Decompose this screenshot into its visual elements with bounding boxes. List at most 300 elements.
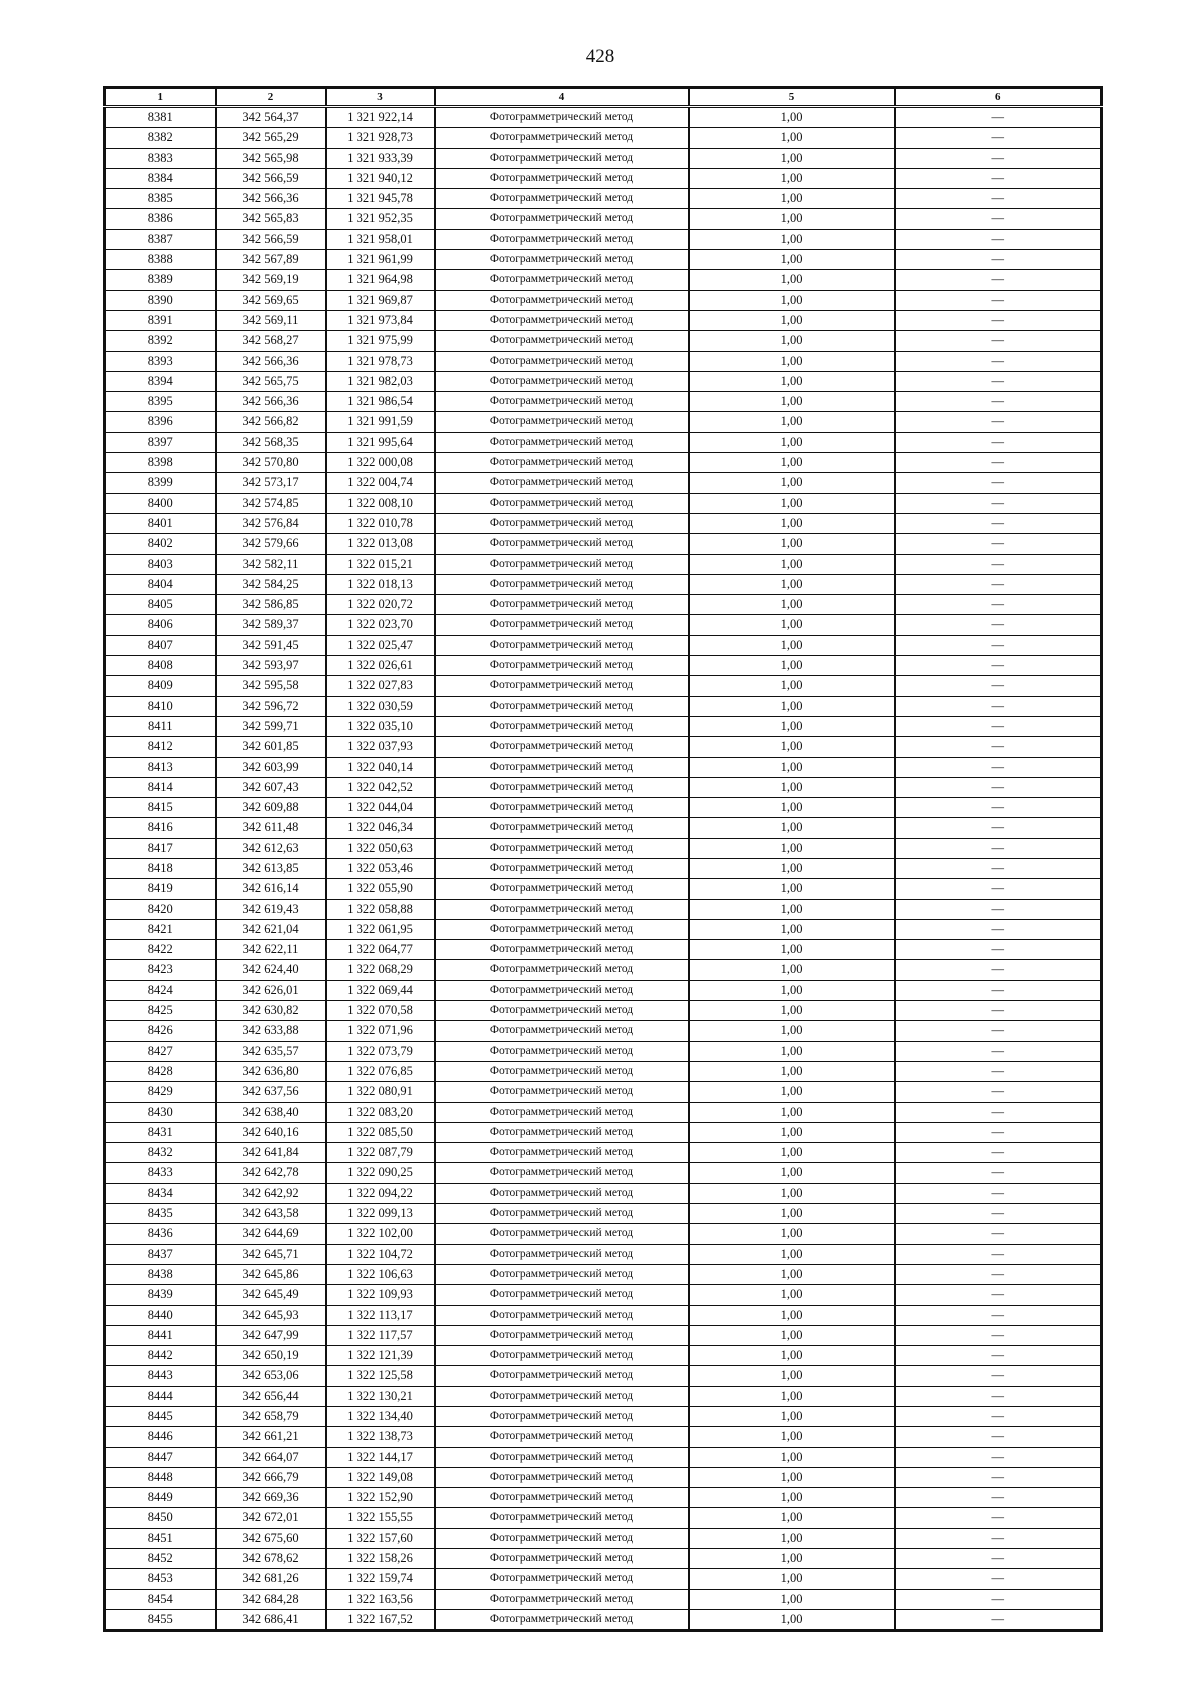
y-coordinate-cell: 1 322 159,74: [326, 1569, 435, 1589]
table-row: [105, 574, 1102, 594]
description-cell: —: [895, 1041, 1102, 1061]
precision-cell: 1,00: [689, 1609, 895, 1630]
x-coordinate-cell: 342 574,85: [216, 493, 326, 513]
y-coordinate-cell: 1 322 102,00: [326, 1224, 435, 1244]
x-coordinate-cell: 342 630,82: [216, 1001, 326, 1021]
description-cell: —: [895, 189, 1102, 209]
method-cell: Фотограмметрический метод: [435, 107, 689, 128]
table-row: [105, 453, 1102, 473]
point-number-cell: 8434: [105, 1183, 216, 1203]
point-number-cell: 8426: [105, 1021, 216, 1041]
table-row: [105, 1143, 1102, 1163]
description-cell: —: [895, 696, 1102, 716]
table-row: [105, 1163, 1102, 1183]
y-coordinate-cell: 1 321 986,54: [326, 392, 435, 412]
table-row: [105, 919, 1102, 939]
method-cell: Фотограмметрический метод: [435, 1467, 689, 1487]
x-coordinate-cell: 342 640,16: [216, 1122, 326, 1142]
description-cell: —: [895, 879, 1102, 899]
x-coordinate-cell: 342 619,43: [216, 899, 326, 919]
precision-cell: 1,00: [689, 798, 895, 818]
table-row: [105, 1041, 1102, 1061]
description-cell: —: [895, 1183, 1102, 1203]
table-row: [105, 250, 1102, 270]
table-row: [105, 615, 1102, 635]
description-cell: —: [895, 1224, 1102, 1244]
table-row: [105, 107, 1102, 128]
method-cell: Фотограмметрический метод: [435, 899, 689, 919]
description-cell: —: [895, 534, 1102, 554]
method-cell: Фотограмметрический метод: [435, 1204, 689, 1224]
precision-cell: 1,00: [689, 1244, 895, 1264]
description-cell: —: [895, 818, 1102, 838]
description-cell: —: [895, 1102, 1102, 1122]
table-row: [105, 493, 1102, 513]
y-coordinate-cell: 1 322 026,61: [326, 656, 435, 676]
y-coordinate-cell: 1 321 933,39: [326, 148, 435, 168]
table-row: [105, 777, 1102, 797]
x-coordinate-cell: 342 573,17: [216, 473, 326, 493]
precision-cell: 1,00: [689, 818, 895, 838]
method-cell: Фотограмметрический метод: [435, 493, 689, 513]
y-coordinate-cell: 1 321 995,64: [326, 432, 435, 452]
y-coordinate-cell: 1 322 073,79: [326, 1041, 435, 1061]
method-cell: Фотограмметрический метод: [435, 574, 689, 594]
x-coordinate-cell: 342 645,93: [216, 1305, 326, 1325]
point-number-cell: 8443: [105, 1366, 216, 1386]
precision-cell: 1,00: [689, 838, 895, 858]
method-cell: Фотограмметрический метод: [435, 615, 689, 635]
y-coordinate-cell: 1 321 973,84: [326, 310, 435, 330]
description-cell: —: [895, 1407, 1102, 1427]
description-cell: —: [895, 1386, 1102, 1406]
point-number-cell: 8386: [105, 209, 216, 229]
table-row: [105, 595, 1102, 615]
method-cell: Фотограмметрический метод: [435, 290, 689, 310]
point-number-cell: 8404: [105, 574, 216, 594]
precision-cell: 1,00: [689, 310, 895, 330]
method-cell: Фотограмметрический метод: [435, 777, 689, 797]
y-coordinate-cell: 1 322 010,78: [326, 513, 435, 533]
x-coordinate-cell: 342 589,37: [216, 615, 326, 635]
table-row: [105, 270, 1102, 290]
x-coordinate-cell: 342 653,06: [216, 1366, 326, 1386]
point-number-cell: 8384: [105, 168, 216, 188]
precision-cell: 1,00: [689, 534, 895, 554]
precision-cell: 1,00: [689, 1204, 895, 1224]
point-number-cell: 8455: [105, 1609, 216, 1630]
y-coordinate-cell: 1 322 035,10: [326, 716, 435, 736]
x-coordinate-cell: 342 678,62: [216, 1549, 326, 1569]
y-coordinate-cell: 1 322 042,52: [326, 777, 435, 797]
y-coordinate-cell: 1 322 058,88: [326, 899, 435, 919]
precision-cell: 1,00: [689, 919, 895, 939]
table-row: [105, 1021, 1102, 1041]
y-coordinate-cell: 1 322 008,10: [326, 493, 435, 513]
table-row: [105, 1122, 1102, 1142]
description-cell: —: [895, 392, 1102, 412]
x-coordinate-cell: 342 564,37: [216, 107, 326, 128]
x-coordinate-cell: 342 675,60: [216, 1528, 326, 1548]
description-cell: —: [895, 1528, 1102, 1548]
point-number-cell: 8395: [105, 392, 216, 412]
y-coordinate-cell: 1 321 928,73: [326, 128, 435, 148]
point-number-cell: 8441: [105, 1325, 216, 1345]
x-coordinate-cell: 342 566,59: [216, 168, 326, 188]
y-coordinate-cell: 1 322 044,04: [326, 798, 435, 818]
y-coordinate-cell: 1 322 076,85: [326, 1061, 435, 1081]
table-row: [105, 1346, 1102, 1366]
precision-cell: 1,00: [689, 1183, 895, 1203]
description-cell: —: [895, 250, 1102, 270]
x-coordinate-cell: 342 565,75: [216, 371, 326, 391]
point-number-cell: 8408: [105, 656, 216, 676]
description-cell: —: [895, 838, 1102, 858]
point-number-cell: 8420: [105, 899, 216, 919]
description-cell: —: [895, 148, 1102, 168]
table-row: [105, 534, 1102, 554]
x-coordinate-cell: 342 666,79: [216, 1467, 326, 1487]
table-row: [105, 1609, 1102, 1630]
table-row: [105, 757, 1102, 777]
y-coordinate-cell: 1 322 053,46: [326, 858, 435, 878]
precision-cell: 1,00: [689, 1285, 895, 1305]
precision-cell: 1,00: [689, 473, 895, 493]
table-row: [105, 168, 1102, 188]
x-coordinate-cell: 342 567,89: [216, 250, 326, 270]
point-number-cell: 8427: [105, 1041, 216, 1061]
x-coordinate-cell: 342 626,01: [216, 980, 326, 1000]
method-cell: Фотограмметрический метод: [435, 371, 689, 391]
method-cell: Фотограмметрический метод: [435, 554, 689, 574]
description-cell: —: [895, 798, 1102, 818]
method-cell: Фотограмметрический метод: [435, 1305, 689, 1325]
precision-cell: 1,00: [689, 1041, 895, 1061]
method-cell: Фотограмметрический метод: [435, 229, 689, 249]
point-number-cell: 8424: [105, 980, 216, 1000]
precision-cell: 1,00: [689, 331, 895, 351]
point-number-cell: 8411: [105, 716, 216, 736]
description-cell: —: [895, 1549, 1102, 1569]
page-number: 428: [585, 46, 615, 67]
precision-cell: 1,00: [689, 1305, 895, 1325]
x-coordinate-cell: 342 568,35: [216, 432, 326, 452]
point-number-cell: 8412: [105, 737, 216, 757]
method-cell: Фотограмметрический метод: [435, 1061, 689, 1081]
precision-cell: 1,00: [689, 371, 895, 391]
precision-cell: 1,00: [689, 574, 895, 594]
precision-cell: 1,00: [689, 696, 895, 716]
y-coordinate-cell: 1 322 037,93: [326, 737, 435, 757]
x-coordinate-cell: 342 569,19: [216, 270, 326, 290]
description-cell: —: [895, 1346, 1102, 1366]
method-cell: Фотограмметрический метод: [435, 1001, 689, 1021]
description-cell: —: [895, 858, 1102, 878]
table-row: [105, 635, 1102, 655]
table-row: [105, 473, 1102, 493]
table-row: [105, 554, 1102, 574]
y-coordinate-cell: 1 321 975,99: [326, 331, 435, 351]
table-row: [105, 1001, 1102, 1021]
point-number-cell: 8428: [105, 1061, 216, 1081]
precision-cell: 1,00: [689, 1589, 895, 1609]
point-number-cell: 8445: [105, 1407, 216, 1427]
x-coordinate-cell: 342 582,11: [216, 554, 326, 574]
point-number-cell: 8409: [105, 676, 216, 696]
precision-cell: 1,00: [689, 148, 895, 168]
table-row: [105, 1366, 1102, 1386]
precision-cell: 1,00: [689, 1569, 895, 1589]
precision-cell: 1,00: [689, 940, 895, 960]
x-coordinate-cell: 342 664,07: [216, 1447, 326, 1467]
x-coordinate-cell: 342 658,79: [216, 1407, 326, 1427]
table-row: [105, 1305, 1102, 1325]
x-coordinate-cell: 342 565,29: [216, 128, 326, 148]
y-coordinate-cell: 1 321 978,73: [326, 351, 435, 371]
method-cell: Фотограмметрический метод: [435, 168, 689, 188]
y-coordinate-cell: 1 322 025,47: [326, 635, 435, 655]
description-cell: —: [895, 1427, 1102, 1447]
x-coordinate-cell: 342 607,43: [216, 777, 326, 797]
description-cell: —: [895, 777, 1102, 797]
precision-cell: 1,00: [689, 1508, 895, 1528]
point-number-cell: 8419: [105, 879, 216, 899]
table-row: [105, 1589, 1102, 1609]
y-coordinate-cell: 1 322 117,57: [326, 1325, 435, 1345]
description-cell: —: [895, 432, 1102, 452]
column-header-4: 4: [435, 88, 689, 107]
x-coordinate-cell: 342 576,84: [216, 513, 326, 533]
y-coordinate-cell: 1 322 099,13: [326, 1204, 435, 1224]
y-coordinate-cell: 1 322 068,29: [326, 960, 435, 980]
description-cell: —: [895, 595, 1102, 615]
y-coordinate-cell: 1 321 982,03: [326, 371, 435, 391]
description-cell: —: [895, 1163, 1102, 1183]
y-coordinate-cell: 1 322 149,08: [326, 1467, 435, 1487]
precision-cell: 1,00: [689, 858, 895, 878]
description-cell: —: [895, 716, 1102, 736]
description-cell: —: [895, 1366, 1102, 1386]
point-number-cell: 8413: [105, 757, 216, 777]
table-row: [105, 331, 1102, 351]
y-coordinate-cell: 1 322 004,74: [326, 473, 435, 493]
method-cell: Фотограмметрический метод: [435, 250, 689, 270]
x-coordinate-cell: 342 650,19: [216, 1346, 326, 1366]
point-number-cell: 8439: [105, 1285, 216, 1305]
precision-cell: 1,00: [689, 209, 895, 229]
point-number-cell: 8425: [105, 1001, 216, 1021]
point-number-cell: 8454: [105, 1589, 216, 1609]
precision-cell: 1,00: [689, 229, 895, 249]
table-row: [105, 1325, 1102, 1345]
point-number-cell: 8447: [105, 1447, 216, 1467]
point-number-cell: 8388: [105, 250, 216, 270]
method-cell: Фотограмметрический метод: [435, 1183, 689, 1203]
precision-cell: 1,00: [689, 879, 895, 899]
table-row: [105, 1569, 1102, 1589]
method-cell: Фотограмметрический метод: [435, 1041, 689, 1061]
method-cell: Фотограмметрический метод: [435, 310, 689, 330]
method-cell: Фотограмметрический метод: [435, 1224, 689, 1244]
x-coordinate-cell: 342 599,71: [216, 716, 326, 736]
table-row: [105, 1264, 1102, 1284]
precision-cell: 1,00: [689, 250, 895, 270]
point-number-cell: 8392: [105, 331, 216, 351]
precision-cell: 1,00: [689, 412, 895, 432]
x-coordinate-cell: 342 637,56: [216, 1082, 326, 1102]
table-row: [105, 656, 1102, 676]
method-cell: Фотограмметрический метод: [435, 331, 689, 351]
method-cell: Фотограмметрический метод: [435, 919, 689, 939]
y-coordinate-cell: 1 321 961,99: [326, 250, 435, 270]
method-cell: Фотограмметрический метод: [435, 189, 689, 209]
y-coordinate-cell: 1 322 023,70: [326, 615, 435, 635]
precision-cell: 1,00: [689, 1488, 895, 1508]
table-row: [105, 1061, 1102, 1081]
point-number-cell: 8407: [105, 635, 216, 655]
precision-cell: 1,00: [689, 1427, 895, 1447]
description-cell: —: [895, 960, 1102, 980]
method-cell: Фотограмметрический метод: [435, 737, 689, 757]
description-cell: —: [895, 1143, 1102, 1163]
table-row: [105, 858, 1102, 878]
method-cell: Фотограмметрический метод: [435, 1122, 689, 1142]
x-coordinate-cell: 342 661,21: [216, 1427, 326, 1447]
precision-cell: 1,00: [689, 1001, 895, 1021]
x-coordinate-cell: 342 636,80: [216, 1061, 326, 1081]
y-coordinate-cell: 1 322 070,58: [326, 1001, 435, 1021]
precision-cell: 1,00: [689, 716, 895, 736]
point-number-cell: 8396: [105, 412, 216, 432]
precision-cell: 1,00: [689, 1264, 895, 1284]
description-cell: —: [895, 554, 1102, 574]
y-coordinate-cell: 1 322 090,25: [326, 1163, 435, 1183]
method-cell: Фотограмметрический метод: [435, 1569, 689, 1589]
description-cell: —: [895, 1447, 1102, 1467]
description-cell: —: [895, 676, 1102, 696]
x-coordinate-cell: 342 645,49: [216, 1285, 326, 1305]
point-number-cell: 8397: [105, 432, 216, 452]
point-number-cell: 8444: [105, 1386, 216, 1406]
description-cell: —: [895, 1001, 1102, 1021]
point-number-cell: 8394: [105, 371, 216, 391]
x-coordinate-cell: 342 638,40: [216, 1102, 326, 1122]
precision-cell: 1,00: [689, 554, 895, 574]
y-coordinate-cell: 1 322 109,93: [326, 1285, 435, 1305]
method-cell: Фотограмметрический метод: [435, 656, 689, 676]
description-cell: —: [895, 229, 1102, 249]
table-row: [105, 513, 1102, 533]
x-coordinate-cell: 342 644,69: [216, 1224, 326, 1244]
point-number-cell: 8437: [105, 1244, 216, 1264]
table-row: [105, 980, 1102, 1000]
method-cell: Фотограмметрический метод: [435, 1488, 689, 1508]
x-coordinate-cell: 342 603,99: [216, 757, 326, 777]
method-cell: Фотограмметрический метод: [435, 1407, 689, 1427]
table-row: [105, 1285, 1102, 1305]
x-coordinate-cell: 342 569,65: [216, 290, 326, 310]
table-row: [105, 1224, 1102, 1244]
x-coordinate-cell: 342 616,14: [216, 879, 326, 899]
description-cell: —: [895, 757, 1102, 777]
method-cell: Фотограмметрический метод: [435, 1264, 689, 1284]
x-coordinate-cell: 342 569,11: [216, 310, 326, 330]
point-number-cell: 8406: [105, 615, 216, 635]
table-row: [105, 189, 1102, 209]
description-cell: —: [895, 899, 1102, 919]
table-row: [105, 676, 1102, 696]
precision-cell: 1,00: [689, 1407, 895, 1427]
point-number-cell: 8383: [105, 148, 216, 168]
y-coordinate-cell: 1 322 158,26: [326, 1549, 435, 1569]
x-coordinate-cell: 342 613,85: [216, 858, 326, 878]
precision-cell: 1,00: [689, 1061, 895, 1081]
method-cell: Фотограмметрический метод: [435, 473, 689, 493]
precision-cell: 1,00: [689, 128, 895, 148]
precision-cell: 1,00: [689, 1386, 895, 1406]
description-cell: —: [895, 656, 1102, 676]
x-coordinate-cell: 342 595,58: [216, 676, 326, 696]
description-cell: —: [895, 168, 1102, 188]
description-cell: —: [895, 1021, 1102, 1041]
description-cell: —: [895, 473, 1102, 493]
table-row: [105, 798, 1102, 818]
table-row: [105, 716, 1102, 736]
description-cell: —: [895, 1305, 1102, 1325]
precision-cell: 1,00: [689, 777, 895, 797]
precision-cell: 1,00: [689, 1447, 895, 1467]
table-row: [105, 1386, 1102, 1406]
method-cell: Фотограмметрический метод: [435, 858, 689, 878]
y-coordinate-cell: 1 322 071,96: [326, 1021, 435, 1041]
method-cell: Фотограмметрический метод: [435, 1102, 689, 1122]
table-row: [105, 290, 1102, 310]
method-cell: Фотограмметрический метод: [435, 412, 689, 432]
description-cell: —: [895, 1061, 1102, 1081]
precision-cell: 1,00: [689, 513, 895, 533]
precision-cell: 1,00: [689, 676, 895, 696]
method-cell: Фотограмметрический метод: [435, 270, 689, 290]
description-cell: —: [895, 209, 1102, 229]
precision-cell: 1,00: [689, 290, 895, 310]
description-cell: —: [895, 128, 1102, 148]
method-cell: Фотограмметрический метод: [435, 818, 689, 838]
coordinates-table: [103, 86, 1103, 1632]
description-cell: —: [895, 635, 1102, 655]
point-number-cell: 8422: [105, 940, 216, 960]
point-number-cell: 8423: [105, 960, 216, 980]
table-row: [105, 1183, 1102, 1203]
description-cell: —: [895, 351, 1102, 371]
y-coordinate-cell: 1 321 940,12: [326, 168, 435, 188]
description-cell: —: [895, 615, 1102, 635]
precision-cell: 1,00: [689, 1528, 895, 1548]
description-cell: —: [895, 1204, 1102, 1224]
table-row: [105, 1528, 1102, 1548]
x-coordinate-cell: 342 565,83: [216, 209, 326, 229]
point-number-cell: 8432: [105, 1143, 216, 1163]
table-row: [105, 737, 1102, 757]
table-row: [105, 1244, 1102, 1264]
table-row: [105, 1407, 1102, 1427]
x-coordinate-cell: 342 579,66: [216, 534, 326, 554]
table-row: [105, 371, 1102, 391]
y-coordinate-cell: 1 322 000,08: [326, 453, 435, 473]
description-cell: —: [895, 513, 1102, 533]
point-number-cell: 8391: [105, 310, 216, 330]
precision-cell: 1,00: [689, 453, 895, 473]
table-row: [105, 1427, 1102, 1447]
